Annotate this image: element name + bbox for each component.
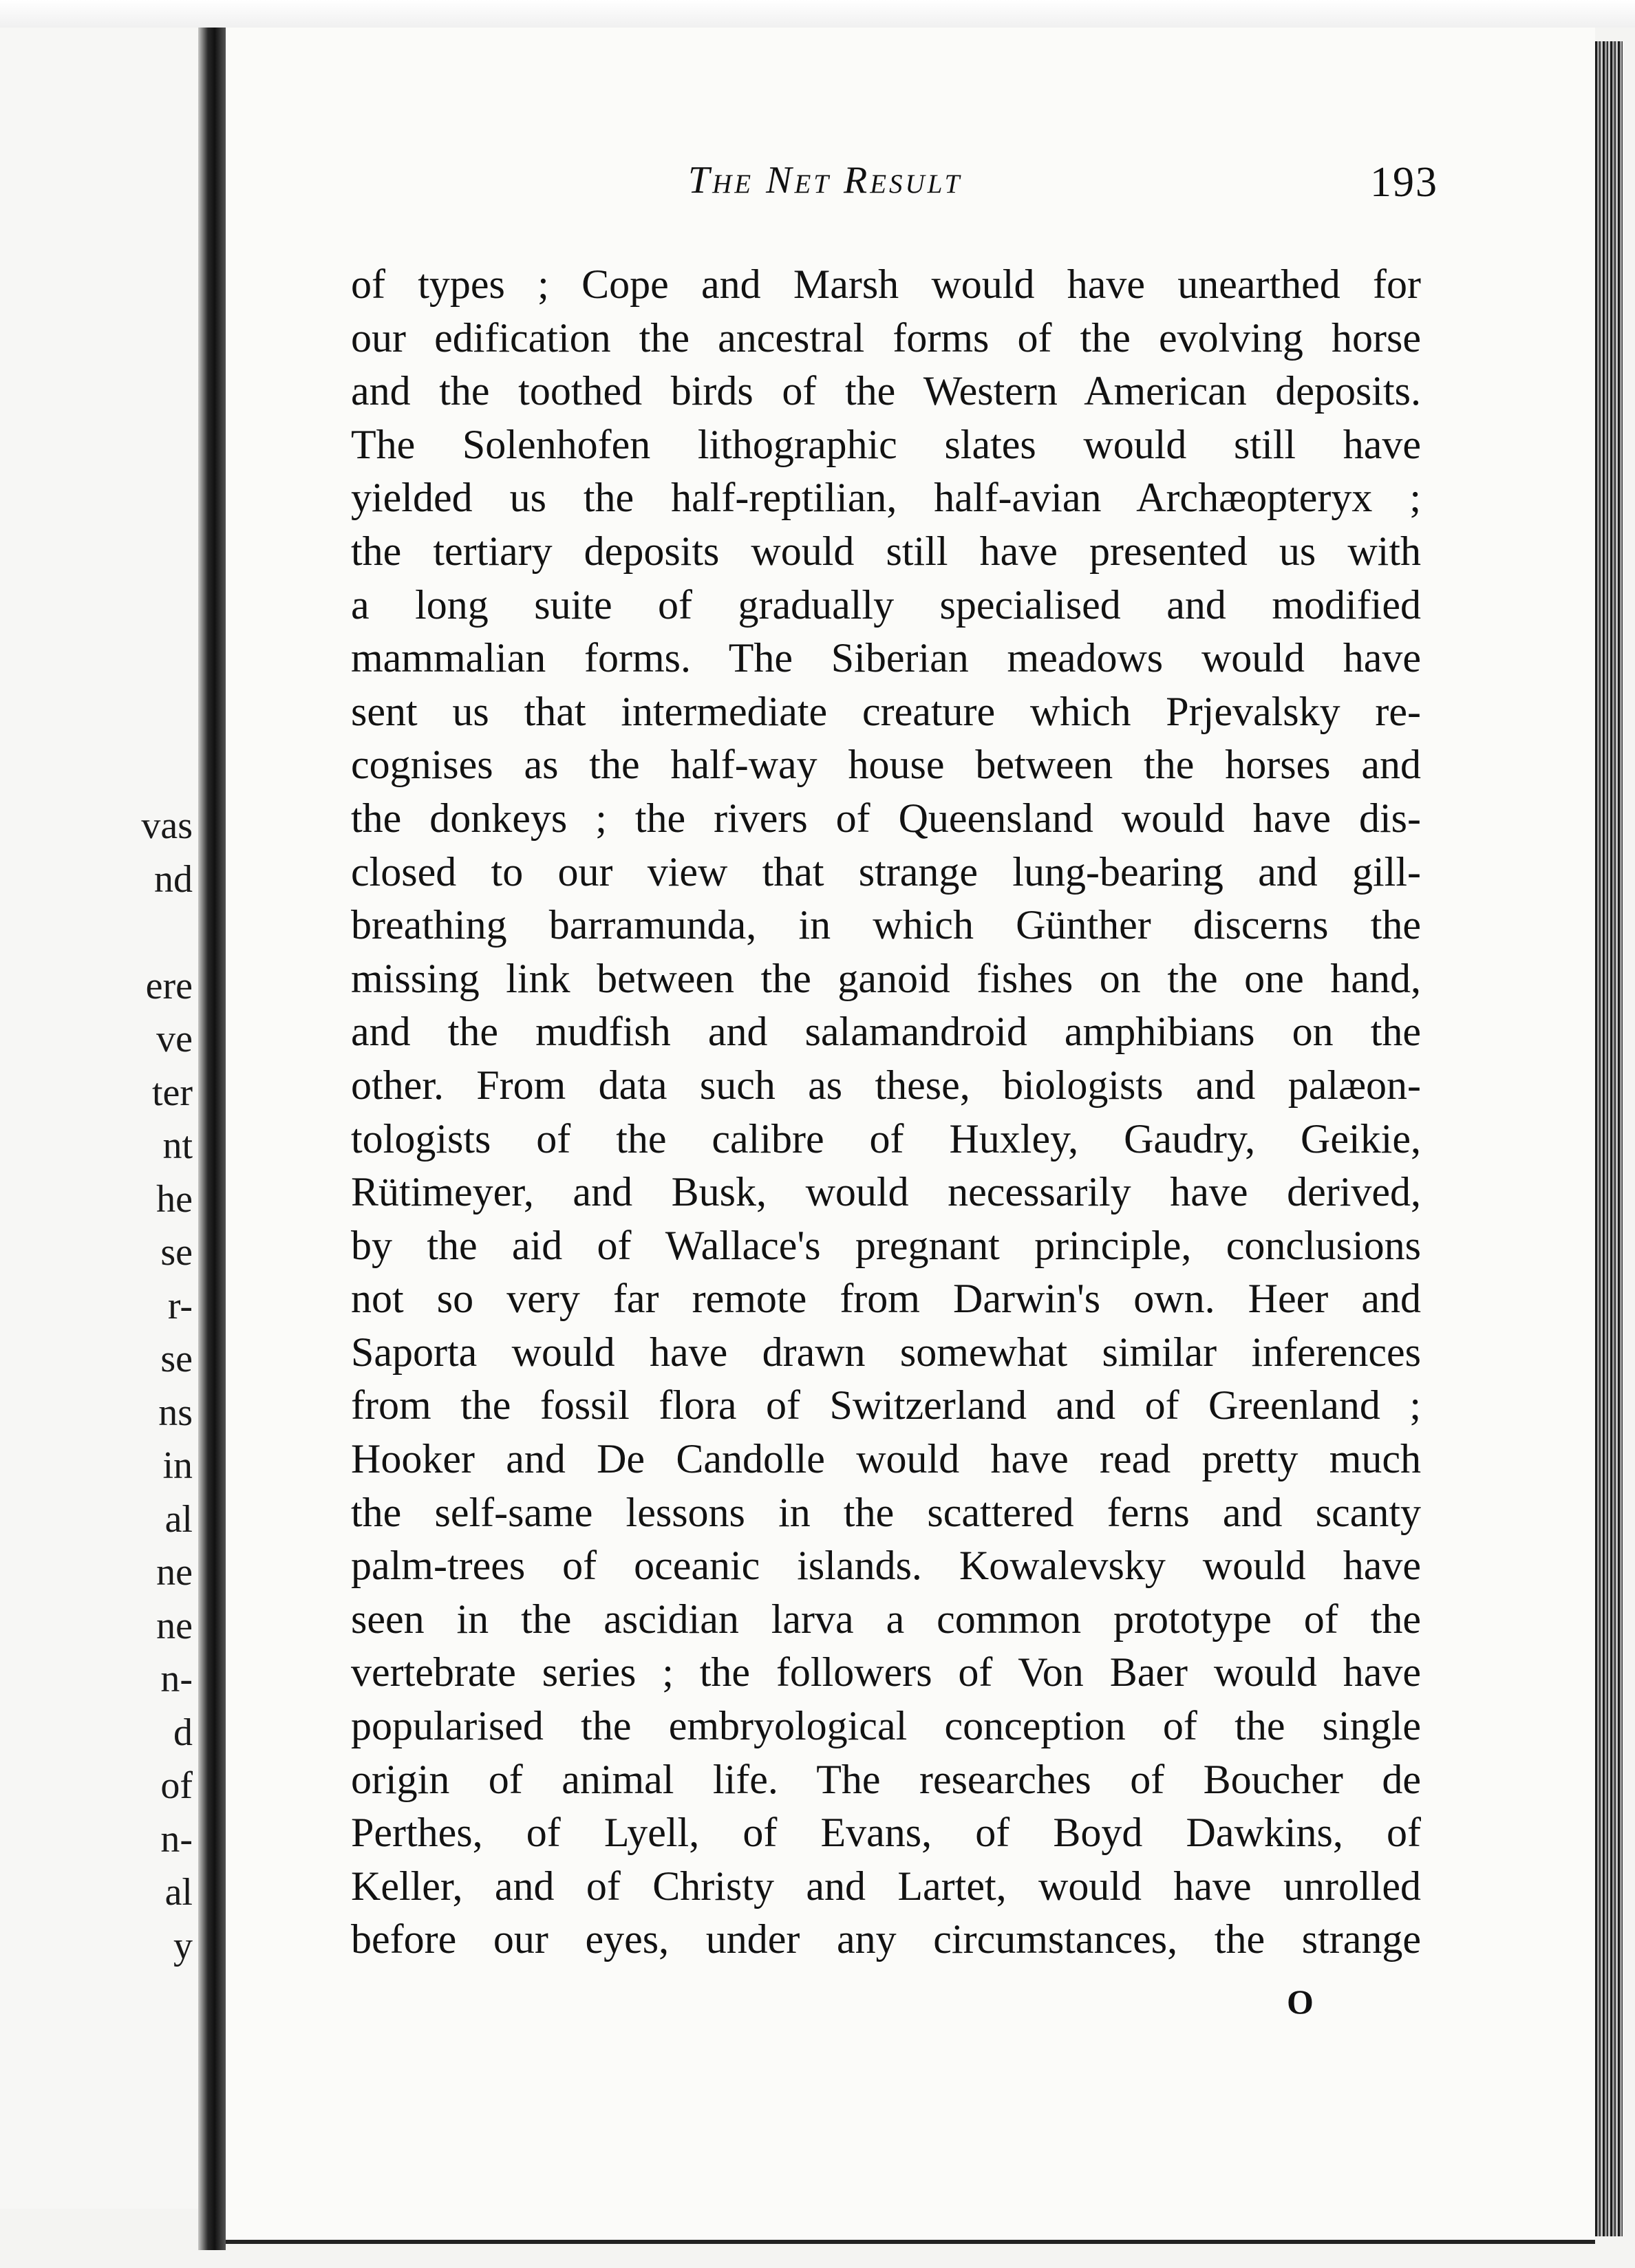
text-line: the tertiary deposits would still have presented us with xyxy=(351,528,1421,574)
left-page-fragment: of xyxy=(160,1764,193,1807)
text-line: cognises as the half-way house between the horses and xyxy=(351,742,1421,788)
left-page-fragment: he xyxy=(156,1177,193,1221)
text-line: vertebrate series ; the followers of Von Baer would have xyxy=(351,1649,1421,1695)
left-page-fragment: al xyxy=(164,1497,193,1541)
left-page-fragment: nt xyxy=(162,1124,193,1167)
left-page-fragment: n- xyxy=(160,1817,193,1861)
left-page-fragment: vas xyxy=(141,804,193,847)
body-text xyxy=(351,258,1421,1967)
left-page-fragment: in xyxy=(162,1444,193,1487)
text-line: the donkeys ; the rivers of Queensland would have dis- xyxy=(351,795,1421,841)
text-line: before our eyes, under any circumstances, the strange xyxy=(351,1916,1421,1962)
text-line: origin of animal life. The researches of Boucher de xyxy=(351,1756,1421,1802)
text-line: other. From data such as these, biologists and palæon- xyxy=(351,1062,1421,1108)
text-line: The Solenhofen lithographic slates would still have xyxy=(351,421,1421,467)
left-page-fragment: ve xyxy=(156,1018,193,1060)
text-line: of types ; Cope and Marsh would have unearthed for xyxy=(351,261,1421,307)
left-page-fragment: ns xyxy=(158,1391,193,1434)
page-edges xyxy=(1595,41,1623,2236)
text-line: and the mudfish and salamandroid amphibians on the xyxy=(351,1009,1421,1055)
text-line: not so very far remote from Darwin's own. Heer and xyxy=(351,1276,1421,1322)
text-line: Perthes, of Lyell, of Evans, of Boyd Dawkins, of xyxy=(351,1810,1421,1856)
text-line: Keller, and of Christy and Lartet, would have unrolled xyxy=(351,1863,1421,1909)
page-number: 193 xyxy=(1370,159,1438,206)
signature-mark: O xyxy=(1287,1982,1314,2021)
left-page-text-fragments xyxy=(0,800,193,1973)
left-page-fragment: r- xyxy=(167,1284,193,1327)
text-line: Rütimeyer, and Busk, would necessarily have derived, xyxy=(351,1169,1421,1215)
left-page-fragment: ne xyxy=(156,1604,193,1647)
text-line: popularised the embryological conception of the single xyxy=(351,1703,1421,1749)
scan-top-margin xyxy=(0,0,1635,28)
left-page-fragment: se xyxy=(160,1338,193,1380)
text-line: seen in the ascidian larva a common prototype of the xyxy=(351,1596,1421,1642)
left-page-fragment: al xyxy=(164,1871,193,1914)
left-page-fragment: y xyxy=(173,1924,193,1967)
text-line: breathing barramunda, in which Günther discerns the xyxy=(351,902,1421,948)
text-line: our edification the ancestral forms of the evolving horse xyxy=(351,314,1421,361)
text-line: Saporta would have drawn somewhat similar inferences xyxy=(351,1329,1421,1375)
text-line: palm-trees of oceanic islands. Kowalevsky would have xyxy=(351,1543,1421,1589)
left-page-fragment: se xyxy=(160,1231,193,1274)
text-line: and the toothed birds of the Western American deposits. xyxy=(351,368,1421,414)
text-line: tologists of the calibre of Huxley, Gaudry, Geikie, xyxy=(351,1115,1421,1162)
text-line: mammalian forms. The Siberian meadows would have xyxy=(351,635,1421,681)
text-line: from the fossil flora of Switzerland and of Greenland ; xyxy=(351,1382,1421,1429)
text-line: Hooker and De Candolle would have read pretty much xyxy=(351,1436,1421,1482)
book-gutter xyxy=(198,28,226,2250)
text-line: by the aid of Wallace's pregnant principle, conclusions xyxy=(351,1222,1421,1268)
running-head xyxy=(688,158,1438,220)
text-line: yielded us the half-reptilian, half-avian Archæopteryx ; xyxy=(351,475,1421,521)
text-line: missing link between the ganoid fishes on the one hand, xyxy=(351,955,1421,1001)
text-line: closed to our view that strange lung-bearing and gill- xyxy=(351,848,1421,895)
left-page-fragment: n- xyxy=(160,1658,193,1700)
left-page-fragment: nd xyxy=(154,857,193,901)
text-line: a long suite of gradually specialised and modified xyxy=(351,581,1421,628)
left-page-fragment: ne xyxy=(156,1551,193,1594)
left-page-fragment: d xyxy=(173,1711,193,1754)
left-page-fragment: ere xyxy=(145,964,193,1007)
text-line: sent us that intermediate creature which Prjevalsky re- xyxy=(351,688,1421,734)
left-page-fragment: ter xyxy=(151,1071,193,1114)
running-head-title: The Net Result xyxy=(688,159,963,202)
left-page-fragment xyxy=(0,906,193,960)
text-line: the self-same lessons in the scattered ferns and scanty xyxy=(351,1489,1421,1535)
